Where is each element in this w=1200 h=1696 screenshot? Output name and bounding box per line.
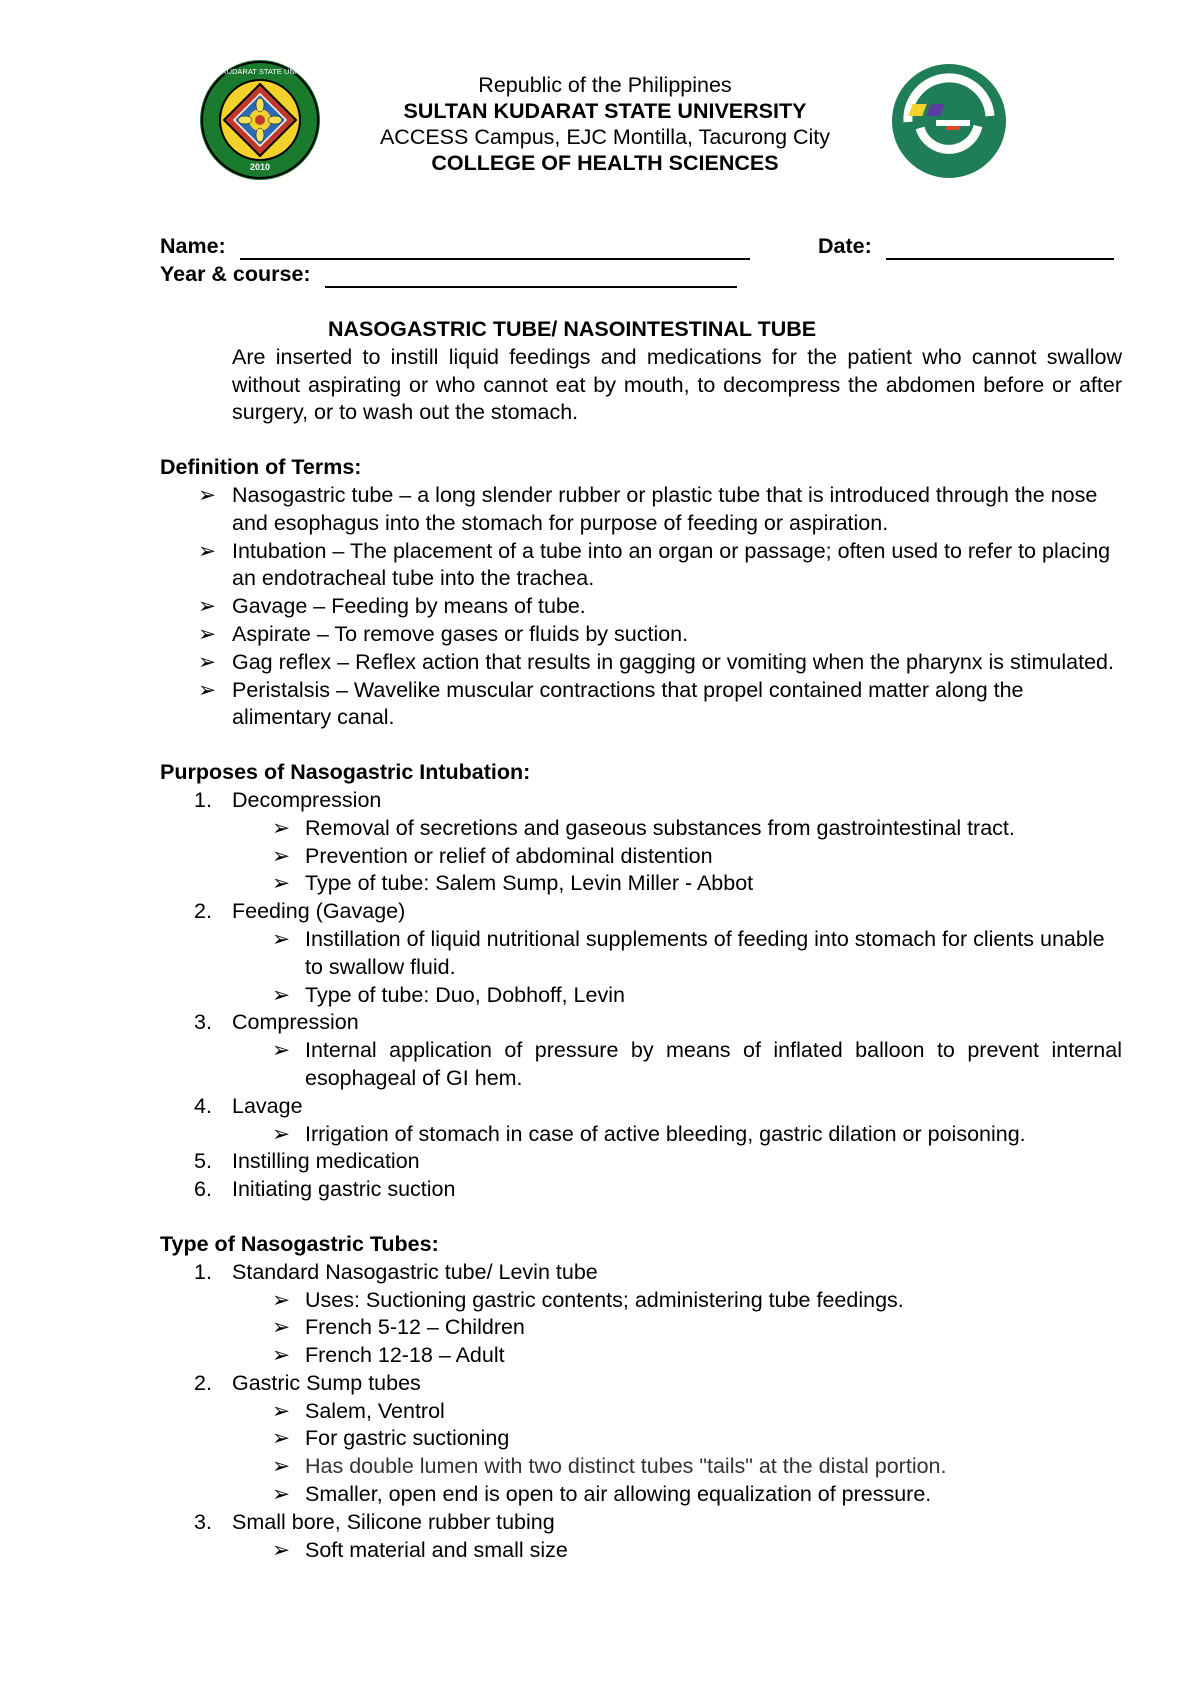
date-blank-line[interactable] bbox=[886, 236, 1114, 260]
numbered-item: 6. Initiating gastric suction bbox=[194, 1177, 456, 1202]
list-item: ➢ Aspirate – To remove gases or fluids by suction. bbox=[160, 621, 1122, 649]
types-heading: Type of Nasogastric Tubes: bbox=[160, 1231, 439, 1256]
definitions-heading: Definition of Terms: bbox=[160, 455, 362, 480]
date-label: Date: bbox=[818, 234, 872, 258]
list-item: ➢ French 12-18 – Adult bbox=[160, 1342, 1122, 1370]
list-item: ➢ Instillation of liquid nutritional supplements of feeding into stomach for clients unable to swallow fluid. bbox=[272, 926, 1105, 979]
year-course-label: Year & course: bbox=[160, 262, 311, 286]
numbered-item: 4. Lavage ➢ Irrigation of stomach in case of active bleeding, gastric dilation or poisoning. bbox=[160, 1093, 1122, 1149]
year-course-blank-line[interactable] bbox=[325, 264, 737, 288]
arrow-bullet-icon: ➢ bbox=[272, 1537, 291, 1562]
arrow-bullet-icon: ➢ bbox=[272, 1121, 291, 1146]
list-item: ➢ Gag reflex – Reflex action that results in gagging or vomiting when the pharynx is stimulated. bbox=[160, 649, 1122, 677]
arrow-bullet-icon: ➢ bbox=[272, 1343, 291, 1368]
numbered-item: 2. Gastric Sump tubes ➢ Salem, Ventrol ➢ For gastric suctioning ➢ Has double lumen with two distinct tubes "tails" at the distal portion. ➢ Smaller, open end is open to air allowing equalization of pressure. bbox=[160, 1370, 1122, 1509]
list-item: ➢ Intubation – The placement of a tube into an organ or passage; often used to refer to placing an endotracheal tube into the trachea. bbox=[198, 538, 1111, 591]
seal-year-text: 2010 bbox=[249, 162, 271, 172]
institution-block bbox=[340, 72, 870, 176]
arrow-bullet-icon: ➢ bbox=[198, 649, 217, 674]
republic-line: Republic of the Philippines bbox=[478, 73, 732, 97]
numbered-item: 3. Small bore, Silicone rubber tubing ➢ Soft material and small size bbox=[160, 1509, 1122, 1565]
numbered-item: 5. Instilling medication bbox=[194, 1149, 420, 1174]
arrow-bullet-icon: ➢ bbox=[272, 1482, 291, 1507]
arrow-bullet-icon: ➢ bbox=[272, 1426, 291, 1451]
list-item: ➢ Gavage – Feeding by means of tube. bbox=[160, 593, 1122, 621]
student-info-fields bbox=[160, 232, 1120, 288]
name-label: Name: bbox=[160, 234, 226, 258]
arrow-bullet-icon: ➢ bbox=[198, 677, 217, 702]
list-item: ➢ For gastric suctioning bbox=[160, 1425, 1122, 1453]
types-list bbox=[160, 1259, 1122, 1565]
numbered-item: 3. Compression ➢ Internal application of pressure by means of inflated balloon to prevent internal esophageal of GI hem. bbox=[160, 1009, 1122, 1092]
arrow-bullet-icon: ➢ bbox=[272, 1398, 291, 1423]
university-seal-logo bbox=[191, 58, 329, 182]
arrow-bullet-icon: ➢ bbox=[272, 1315, 291, 1340]
list-item: ➢ Prevention or relief of abdominal distention bbox=[160, 843, 1122, 871]
numbered-item: 2. Feeding (Gavage) ➢ Instillation of liquid nutritional supplements of feeding into stomach for clients unable to swallow fluid. ➢ Type of tube: Duo, Dobhoff, Levin bbox=[160, 898, 1122, 1009]
list-item: ➢ Uses: Suctioning gastric contents; administering tube feedings. bbox=[160, 1287, 1122, 1315]
numbered-item: 1. Standard Nasogastric tube/ Levin tube ➢ Uses: Suctioning gastric contents; administering tube feedings. ➢ French 5-12 – Children ➢ French 12-18 – Adult bbox=[160, 1259, 1122, 1370]
arrow-bullet-icon: ➢ bbox=[272, 843, 291, 868]
year-course-row bbox=[160, 260, 1120, 288]
purposes-list bbox=[160, 787, 1122, 1204]
arrow-bullet-icon: ➢ bbox=[272, 1454, 291, 1479]
list-item: ➢ Soft material and small size bbox=[160, 1537, 1122, 1565]
intro-paragraph: Are inserted to instill liquid feedings and medications for the patient who cannot swallow without aspirating or who cannot eat by mouth, to decompress the abdomen before or after surgery, or to wash out the stomach. bbox=[232, 344, 1122, 425]
list-item: ➢ Nasogastric tube – a long slender rubber or plastic tube that is introduced through the nose and esophagus into the stomach for purpose of feeding or aspiration. bbox=[198, 482, 1098, 535]
list-item: ➢ French 5-12 – Children bbox=[160, 1314, 1122, 1342]
university-name: SULTAN KUDARAT STATE UNIVERSITY bbox=[403, 99, 807, 123]
arrow-bullet-icon: ➢ bbox=[272, 926, 291, 951]
arrow-bullet-icon: ➢ bbox=[198, 482, 217, 507]
name-blank-line[interactable] bbox=[240, 236, 750, 260]
list-item: ➢ Peristalsis – Wavelike muscular contractions that propel contained matter along the alimentary canal. bbox=[198, 677, 1024, 730]
seal-ring-text: SULTAN KUDARAT STATE UNIVERSITY bbox=[191, 67, 329, 76]
definitions-list bbox=[160, 482, 1122, 732]
arrow-bullet-icon: ➢ bbox=[272, 982, 291, 1007]
arrow-bullet-icon: ➢ bbox=[198, 594, 217, 619]
list-item: ➢ Has double lumen with two distinct tubes "tails" at the distal portion. bbox=[160, 1453, 1122, 1481]
list-item: ➢ Type of tube: Duo, Dobhoff, Levin bbox=[160, 982, 1122, 1010]
arrow-bullet-icon: ➢ bbox=[198, 538, 217, 563]
list-item: ➢ Irrigation of stomach in case of active bleeding, gastric dilation or poisoning. bbox=[160, 1121, 1122, 1149]
document-header bbox=[0, 0, 1200, 190]
list-item: ➢ Smaller, open end is open to air allowing equalization of pressure. bbox=[160, 1481, 1122, 1509]
numbered-item: 1. Decompression ➢ Removal of secretions and gaseous substances from gastrointestinal tract. ➢ Prevention or relief of abdominal distention ➢ Type of tube: Salem Sump, Levin Miller - Abbot bbox=[160, 787, 1122, 898]
list-item: ➢ Internal application of pressure by means of inflated balloon to prevent internal esophageal of GI hem. bbox=[272, 1038, 1122, 1090]
arrow-bullet-icon: ➢ bbox=[198, 621, 217, 646]
college-logo bbox=[890, 62, 1008, 180]
document-title: NASOGASTRIC TUBE/ NASOINTESTINAL TUBE bbox=[328, 317, 817, 341]
arrow-bullet-icon: ➢ bbox=[272, 815, 291, 840]
campus-address: ACCESS Campus, EJC Montilla, Tacurong City bbox=[379, 125, 831, 149]
arrow-bullet-icon: ➢ bbox=[272, 1287, 291, 1312]
name-date-row bbox=[160, 232, 1120, 260]
list-item: ➢ Salem, Ventrol bbox=[160, 1398, 1122, 1426]
purposes-heading: Purposes of Nasogastric Intubation: bbox=[160, 760, 531, 785]
arrow-bullet-icon: ➢ bbox=[272, 871, 291, 896]
list-item: ➢ Removal of secretions and gaseous substances from gastrointestinal tract. bbox=[160, 815, 1122, 843]
college-name: COLLEGE OF HEALTH SCIENCES bbox=[431, 151, 779, 175]
list-item: ➢ Type of tube: Salem Sump, Levin Miller - Abbot bbox=[160, 870, 1122, 898]
arrow-bullet-icon: ➢ bbox=[272, 1038, 291, 1063]
document-body bbox=[160, 316, 1122, 1564]
